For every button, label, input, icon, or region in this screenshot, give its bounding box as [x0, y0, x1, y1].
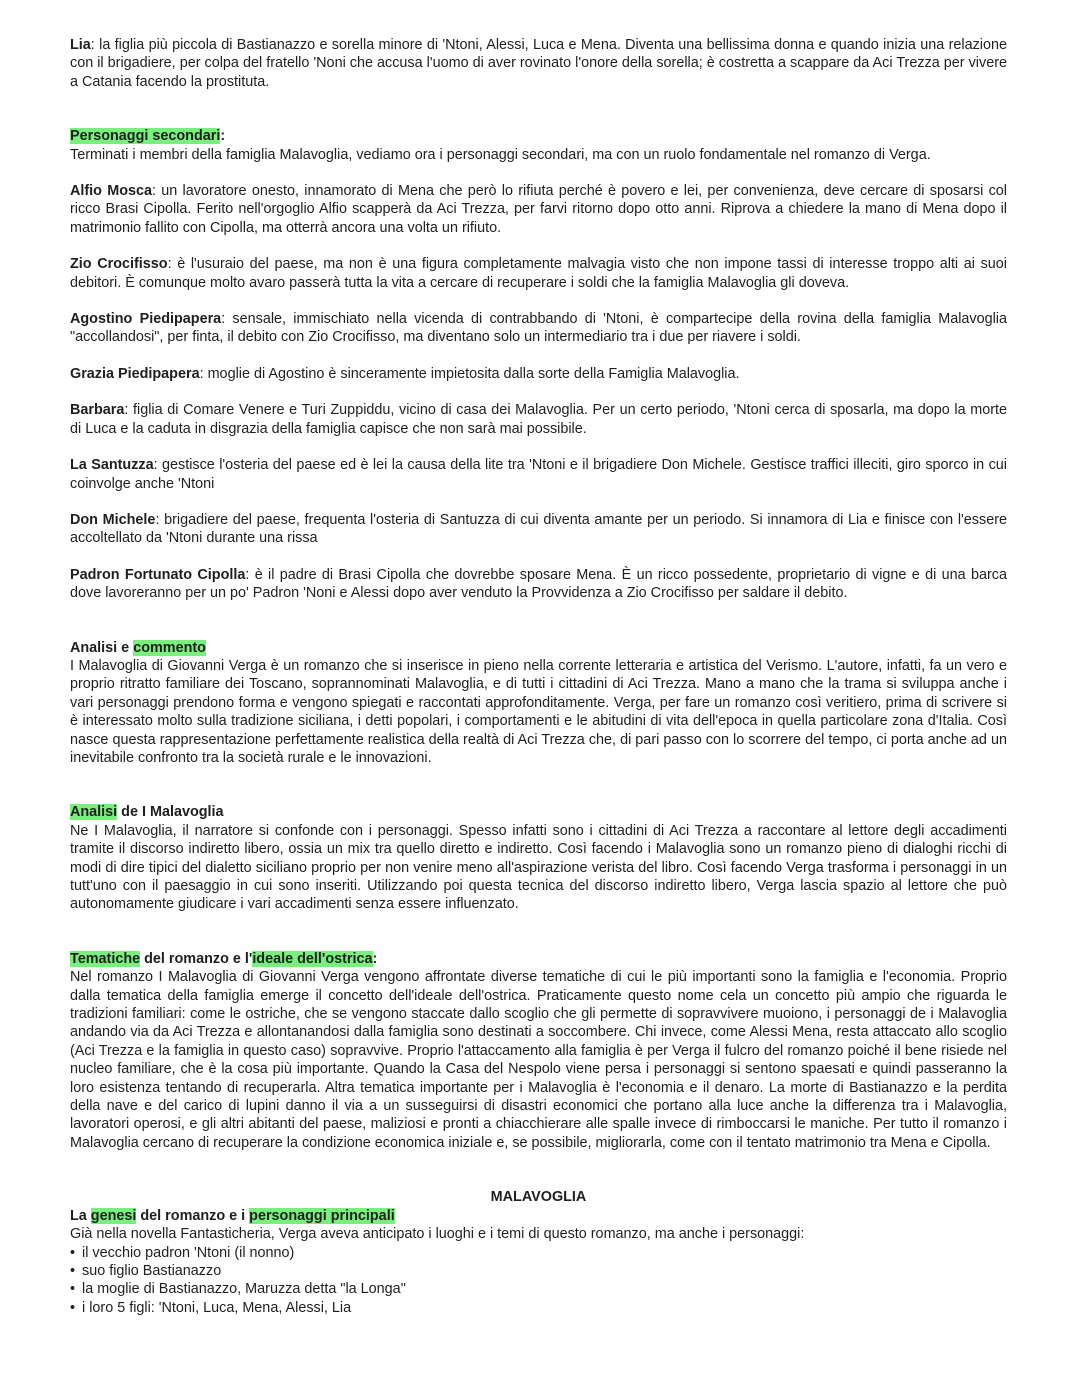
- analisi-text: Ne I Malavoglia, il narratore si confonde con i personaggi. Spesso infatti sono i cittadini di Aci Trezza a raccontare al lettore degli accadimenti tramite il discorso indiretto libero, ossia un mix tra quello diretto e indiretto. Così facendo i Malavoglia sono un romanzo pieno di dialoghi ricchi di modi di dire tipici del dialetto siciliano proprio per non venire meno all'aspirazione verista del libro. Così facendo Verga trasforma i personaggi in un tutt'uno con il paesaggio in cui sono inseriti. Utilizzando poi questa tecnica del discorso indiretto libero, Verga lascia spazio al lettore che può autonomamente giudicare i vari accadimenti senza essere influenzato.: [70, 822, 1007, 913]
- character-paragraph: Alfio Mosca: un lavoratore onesto, innamorato di Mena che però lo rifiuta perché è povero e lei, per convenienza, deve cercare di sposarsi col ricco Brasi Cipolla. Ferito nell'orgoglio Alfio scapperà da Aci Trezza, per farvi ritorno dopo otto anni. Riprova a chiedere la mano di Mena dopo il matrimonio fallito con Cipolla, ma otterrà ancora una volta un rifiuto.: [70, 183, 1007, 236]
- character-paragraph: Don Michele: brigadiere del paese, frequenta l'osteria di Santuzza di cui diventa amante per un periodo. Si innamora di Lia e finisce con l'essere accoltellato da 'Ntoni durante una rissa: [70, 511, 1007, 547]
- character-name: Alfio Mosca: [70, 183, 153, 200]
- character-description: : la figlia più piccola di Bastianazzo e sorella minore di 'Ntoni, Alessi, Luca e Mena. Diventa una bellissima donna e quando inizia una relazione con il brigadiere, per colpa del fratello 'Noni che accusa l'uomo di aver rovinato l'onore della sorella; è costretta a scappare da Aci Trezza per vivere a Catania facendo la prostituta.: [70, 37, 1007, 90]
- character-name: Padron Fortunato Cipolla: [70, 566, 246, 583]
- character-paragraph: Zio Crocifisso: è l'usuraio del paese, ma non è una figura completamente malvagia visto che non impone tassi di interesse troppo alti ai suoi debitori. È comunque molto avaro passerà tutta la vita a cercare di recuperare i soldi che la famiglia Malavoglia gli doveva.: [70, 256, 1007, 291]
- tematiche-heading: Tematiche del romanzo e l'ideale dell'ostrica:: [70, 950, 378, 967]
- character-paragraph: Grazia Piedipapera: moglie di Agostino è sinceramente impietosita dalla sorte della Famiglia Malavoglia.: [70, 365, 740, 382]
- character-name: La Santuzza: [70, 457, 154, 474]
- character-paragraph: Padron Fortunato Cipolla: è il padre di Brasi Cipolla che dovrebbe sposare Mena. È un ricco possedente, proprietario di vigne e di una barca dove lavoreranno per un po' Padron 'Noni e Alessi dopo aver venduto la Provvidenza a Zio Crocifisso per saldare il debito.: [70, 566, 1007, 602]
- page-title: MALAVOGLIA: [490, 1189, 587, 1206]
- commento-text: I Malavoglia di Giovanni Verga è un romanzo che si inserisce in pieno nella corrente letteraria e artistica del Verismo. L'autore, infatti, fa un vero e proprio ritratto familiare dei Toscano, soprannominati Malavoglia, e di tutti i cittadini di Aci Trezza. Mano a mano che la trama si sviluppa anche i vari personaggi prendono forma e vengono spiegati e raccontati approfonditamente. Verga, per fare un romanzo così veritiero, prima di scrivere si è interessato molto sulla tradizione siciliana, i detti popolari, i comportamenti e le abitudini di vita dell'epoca in quella particolare zona d'Italia. Così nasce questa rappresentazione perfettamente realistica della realtà di Aci Trezza che, di pari passo con lo scorrere del tempo, ci porta anche ad un inevitabile confronto tra la società rurale e le innovazioni.: [70, 657, 1007, 766]
- character-name: Zio Crocifisso: [70, 256, 168, 273]
- character-name: Barbara: [70, 402, 125, 419]
- characters-list: [70, 1244, 1007, 1318]
- tematiche-text: Nel romanzo I Malavoglia di Giovanni Verga vengono affrontate diverse tematiche di cui le più importanti sono la famiglia e l'economia. Proprio dalla tematica della famiglia emerge il concetto dell'ideale dell'ostrica. Praticamente questo nome cela un concetto più ampio che riguarda le tradizioni familiari: come le ostriche, che se vengono staccate dallo scoglio che gli permette di sopravvivere muoiono, i personaggi de i Malavoglia andando via da Aci Trezza e allontanandosi dalla famiglia sono destinati a soccombere. Chi invece, come Alessi Mena, resta attaccato allo scoglio (Aci Trezza e la famiglia in questo caso) sopravvive. Proprio l'attaccamento alla famiglia è per Verga il fulcro del romanzo poiché il bene risiede nel nucleo familiare, che è la cosa più importante. Quando la Casa del Nespolo viene persa i personaggi si sentono spaesati e quindi passeranno la loro esistenza tentando di recuperarla. Altra tematica importante per i Malavoglia è l'economia e il denaro. La morte di Bastianazzo e la perdita della nave e del carico di lupini danno il via a un susseguirsi di disastri economici che portano alla luce anche la differenza tra i Malavoglia, lavoratori operosi, e gli altri abitanti del paese, maliziosi e pronti a chiacchierare alle spalle invece di rimboccarsi le maniche. Per tutto il romanzo i Malavoglia cercano di recuperare la condizione economica iniziale e, se possibile, migliorarla, come con il tentato matrimonio tra Mena e Cipolla.: [70, 969, 1007, 1151]
- secondari-heading: Personaggi secondari:: [70, 128, 226, 145]
- commento-heading: Analisi e commento: [70, 639, 206, 656]
- list-item: • la moglie di Bastianazzo, Maruzza detta "la Longa": [70, 1280, 1007, 1298]
- section-heading: Personaggi secondari: [70, 128, 221, 145]
- genesi-intro: Già nella novella Fantasticheria, Verga aveva anticipato i luoghi e i temi di questo romanzo, ma anche i personaggi:: [70, 1226, 805, 1243]
- list-item: • il vecchio padron 'Ntoni (il nonno): [70, 1244, 1007, 1262]
- document-page: [70, 36, 1007, 1317]
- character-paragraph: La Santuzza: gestisce l'osteria del paese ed è lei la causa della lite tra 'Ntoni e il brigadiere Don Michele. Gestisce traffici illeciti, giro sporco in cui coinvolge anche 'Ntoni: [70, 457, 1007, 492]
- analisi-heading: Analisi de I Malavoglia: [70, 804, 224, 821]
- list-item: • suo figlio Bastianazzo: [70, 1262, 1007, 1280]
- character-name: Don Michele: [70, 511, 156, 528]
- secondari-intro: Terminati i membri della famiglia Malavoglia, vediamo ora i personaggi secondari, ma con un ruolo fondamentale nel romanzo di Verga.: [70, 146, 931, 163]
- character-name: Grazia Piedipapera: [70, 365, 200, 382]
- list-item: • i loro 5 figli: 'Ntoni, Luca, Mena, Alessi, Lia: [70, 1299, 1007, 1317]
- character-paragraph: Barbara: figlia di Comare Venere e Turi Zuppiddu, vicino di casa dei Malavoglia. Per un certo periodo, 'Ntoni cerca di sposarla, ma dopo la morte di Luca e la caduta in disgrazia della famiglia capisce che non sarà mai possibile.: [70, 402, 1007, 437]
- character-name: Lia: [70, 37, 91, 53]
- character-paragraph: Agostino Piedipapera: sensale, immischiato nella vicenda di contrabbando di 'Ntoni, è compartecipe della rovina della famiglia Malavoglia "accollandosi", per finta, il debito con Zio Crocifisso, ma diventano solo un intermediario tra i due per riavere i soldi.: [70, 311, 1007, 346]
- character-name: Agostino Piedipapera: [70, 311, 222, 328]
- lia-paragraph: [70, 36, 1007, 91]
- genesi-heading: La genesi del romanzo e i personaggi principali: [70, 1207, 395, 1224]
